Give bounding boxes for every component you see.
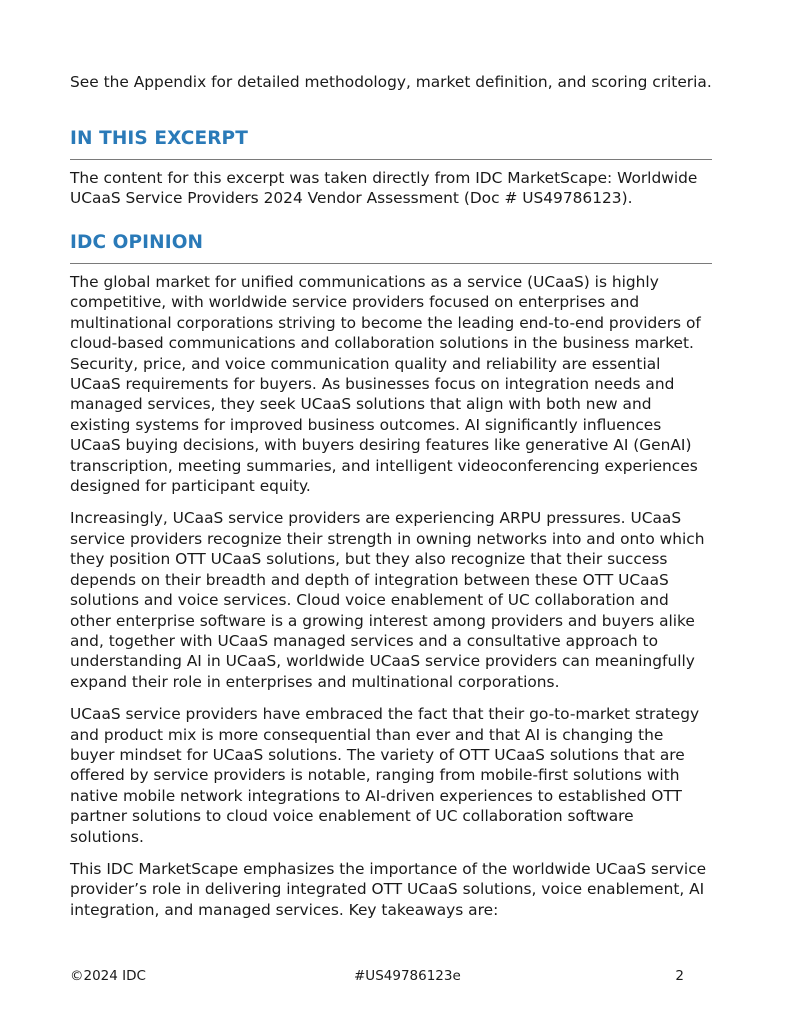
section-heading: IN THIS EXCERPT	[70, 128, 248, 149]
section-divider	[70, 263, 712, 264]
excerpt-text: The content for this excerpt was taken directly from IDC MarketScape: Worldwide UCaaS Service Providers 2024 Vendor Assessment (Doc # US49786123).	[70, 169, 698, 208]
section-heading: IDC OPINION	[70, 232, 204, 253]
appendix-note: See the Appendix for detailed methodology, market definition, and scoring criteria.	[70, 73, 712, 91]
paragraph: The global market for unified communications as a service (UCaaS) is highly competitive, with worldwide service providers focused on enterprises and multinational corporations striving to become the leading end-to-end providers of cloud-based communications and collaboration solutions in the business market. Security, price, and voice communication quality and reliability are essential UCaaS requirements for buyers. As businesses focus on integration needs and managed services, they seek UCaaS solutions that align with both new and existing systems for improved business outcomes. AI significantly influences UCaaS buying decisions, with buyers desiring features like generative AI (GenAI) transcription, meeting summaries, and intelligent videoconferencing experiences designed for participant equity.	[70, 273, 701, 496]
section-divider	[70, 159, 712, 160]
section-in-this-excerpt	[70, 127, 712, 209]
footer-page-number: 2	[675, 968, 684, 984]
paragraph: This IDC MarketScape emphasizes the importance of the worldwide UCaaS service provider’s role in delivering integrated OTT UCaaS solutions, voice enablement, AI integration, and managed services. Key takeaways are:	[70, 859, 707, 919]
opinion-body	[70, 272, 712, 920]
footer-copyright: ©2024 IDC	[70, 968, 146, 984]
section-idc-opinion	[70, 231, 712, 932]
footer-doc-number: #US49786123e	[354, 968, 461, 984]
paragraph: UCaaS service providers have embraced the fact that their go-to-market strategy and product mix is more consequential than ever and that AI is changing the buyer mindset for UCaaS solutions. The variety of OTT UCaaS solutions that are offered by service providers is notable, ranging from mobile-first solutions with native mobile network integrations to AI-driven experiences to established OTT partner solutions to cloud voice enablement of UC collaboration software solutions.	[70, 705, 700, 846]
paragraph: Increasingly, UCaaS service providers are experiencing ARPU pressures. UCaaS service providers recognize their strength in owning networks into and onto which they position OTT UCaaS solutions, but they also recognize that their success depends on their breadth and depth of integration between these OTT UCaaS solutions and voice services. Cloud voice enablement of UC collaboration and other enterprise software is a growing interest among providers and buyers alike and, together with UCaaS managed services and a consultative approach to understanding AI in UCaaS, worldwide UCaaS service providers can meaningfully expand their role in enterprises and multinational corporations.	[70, 509, 705, 691]
